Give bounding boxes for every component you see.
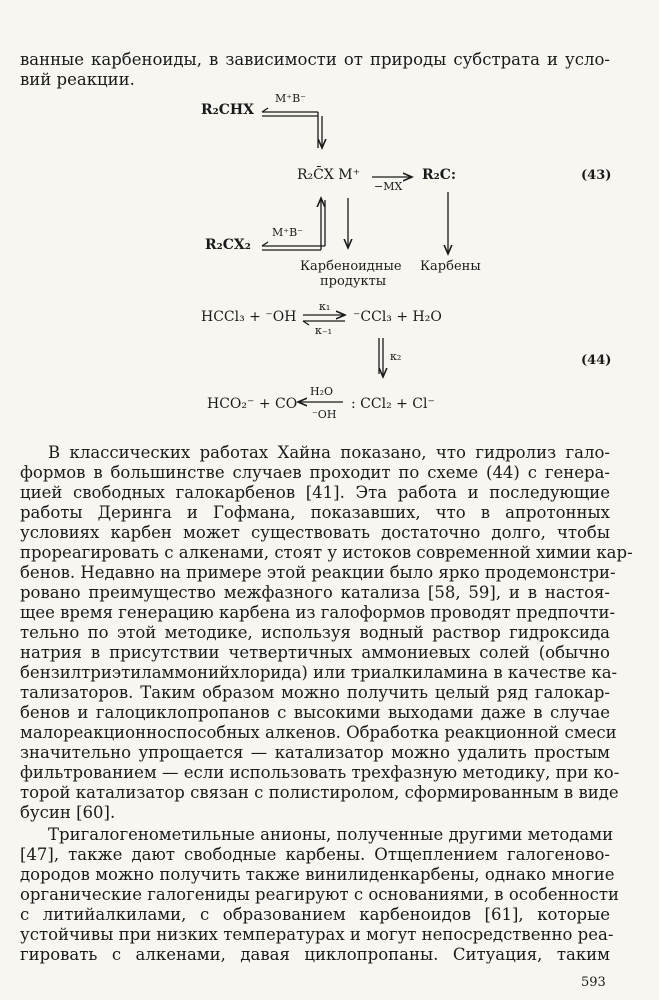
r2chx: R₂CHX <box>201 102 254 118</box>
text-line: гировать с алкенами, давая циклопропаны. Ситуация, таким <box>20 945 610 964</box>
text-line: натрия в присутствии четвертичных аммониевых солей (обычно <box>20 643 610 662</box>
text-line: вий реакции. <box>20 70 135 89</box>
text-line: устойчивы при низких температурах и могут непосредственно реа- <box>20 925 614 944</box>
text-line: формов в большинстве случаев проходит по схеме (44) с генера- <box>20 463 610 482</box>
k-minus1: κ₋₁ <box>315 324 333 337</box>
scheme44-left-bottom: HCO₂⁻ + CO <box>207 396 298 412</box>
text-line: В классических работах Хайна показано, что гидролиз гало- <box>48 443 610 462</box>
text-line: с литийалкилами, с образованием карбеноидов [61], которые <box>20 905 610 924</box>
k2: κ₂ <box>390 350 402 363</box>
text-line: тельно по этой методике, используя водный раствор гидроксида <box>20 623 610 642</box>
r2cx-anion: R₂C̄X M⁺ <box>297 167 361 183</box>
label-carbenoid-2: продукты <box>320 274 387 289</box>
reagent-bottom: M⁺B⁻ <box>272 226 303 239</box>
text-line: бензилтриэтиламмонийхлорида) или триалкиламина в качестве ка- <box>20 663 618 682</box>
text-line: значительно упрощается — катализатор можно удалить простым <box>20 743 610 762</box>
text-line: фильтрованием — если использовать трехфазную методику, при ко- <box>20 763 620 782</box>
eq-number-43: (43) <box>581 168 612 183</box>
eq-number-44: (44) <box>581 353 612 368</box>
reagent-top: M⁺B⁻ <box>275 92 306 105</box>
page-number: 593 <box>581 975 606 990</box>
text-line: бенов и галоциклопропанов с высокими выходами даже в случае <box>20 703 610 722</box>
k1: κ₁ <box>319 300 331 313</box>
text-line: прореагировать с алкенами, стоят у истоков современной химии кар- <box>20 543 633 562</box>
text-line: цией свободных галокарбенов [41]. Эта работа и последующие <box>20 483 610 502</box>
text-line: Тригалогенометильные анионы, полученные другими методами <box>48 825 614 844</box>
oh-label: ⁻OH <box>312 408 337 421</box>
text-line: щее время генерацию карбена из галоформов проводят предпочти- <box>20 603 616 622</box>
text-line: ванные карбеноиды, в зависимости от природы субстрата и усло- <box>20 50 610 69</box>
text-line: ровано преимущество межфазного катализа [58, 59], и в настоя- <box>20 583 610 602</box>
text-line: [47], также дают свободные карбены. Отщеплением галогеново- <box>20 845 610 864</box>
minus-mx: −MX <box>374 180 403 193</box>
label-carbenes: Карбены <box>420 259 481 274</box>
text-line: бенов. Недавно на примере этой реакции было ярко продемонстри- <box>20 563 616 582</box>
text-line: малореакционноспособных алкенов. Обработка реакционной смеси <box>20 723 617 742</box>
scheme44-right-bottom: : CCl₂ + Cl⁻ <box>351 396 435 412</box>
text-line: тализаторов. Таким образом можно получить целый ряд галокар- <box>20 683 610 702</box>
text-line: бусин [60]. <box>20 803 116 822</box>
r2cx2: R₂CX₂ <box>205 237 251 253</box>
text-line: работы Деринга и Гофмана, показавших, что в апротонных <box>20 503 610 522</box>
text-line: органические галогениды реагируют с основаниями, в особенности <box>20 885 619 904</box>
text-line: торой катализатор связан с полистиролом, сформированным в виде <box>20 783 619 802</box>
text-line: дородов можно получить также винилиденкарбены, однако многие <box>20 865 615 884</box>
label-carbenoid: Карбеноидные <box>300 259 402 274</box>
h2o-label: H₂O <box>310 385 334 398</box>
text-line: условиях карбен может существовать достаточно долго, чтобы <box>20 523 610 542</box>
r2c-carbene: R₂C: <box>422 167 457 183</box>
scheme44-left-top: HCCl₃ + ⁻OH <box>201 309 297 325</box>
scheme44-right-top: ⁻CCl₃ + H₂O <box>353 309 442 325</box>
